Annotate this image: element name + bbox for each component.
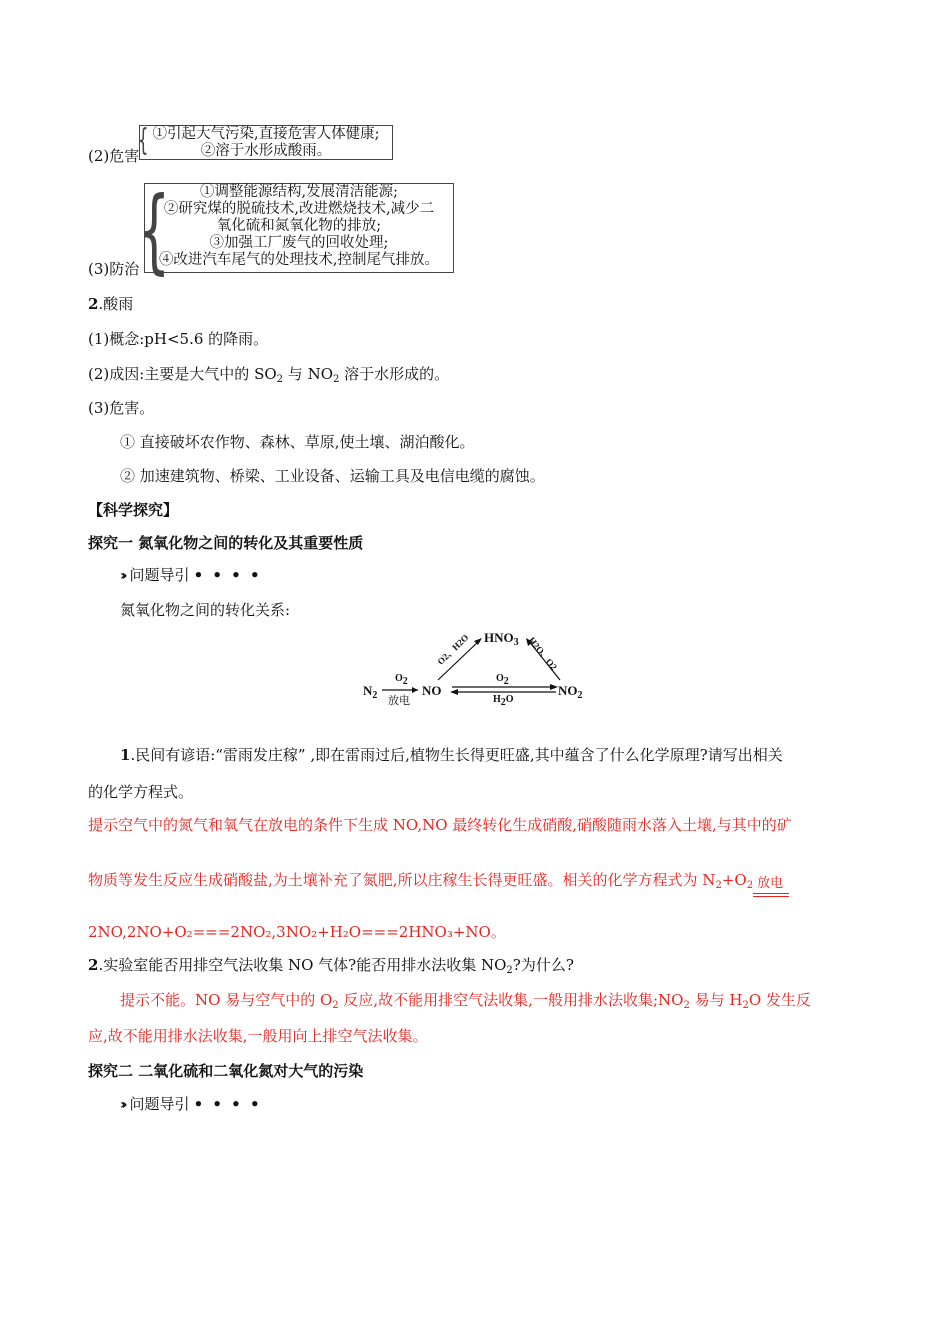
guide-label: 问题导引 xyxy=(129,1095,190,1113)
q1-answer-a: 提示空气中的氮气和氧气在放电的条件下生成 NO,NO 最终转化生成硝酸,硝酸随雨水落入土壤,与其中的矿 xyxy=(88,816,792,834)
harm-item-2: ②溶于水形成酸雨。 xyxy=(200,143,332,159)
acid-rain-concept: (1)概念:pH<5.6 的降雨。 xyxy=(88,330,269,348)
acid-rain-harm-1: ① 直接破坏农作物、森林、草原,使土壤、湖泊酸化。 xyxy=(120,433,475,451)
diagram-intro: 氮氧化物之间的转化关系: xyxy=(120,601,291,619)
q1-answer-c: 2NO,2NO+O₂===2NO₂,3NO₂+H₂O===2HNO₃+NO。 xyxy=(88,923,506,941)
prevention-item-5: ④改进汽车尾气的处理技术,控制尾气排放。 xyxy=(158,252,440,268)
left-brace-icon: { xyxy=(138,123,149,158)
no-label: NO xyxy=(422,683,442,698)
guide-row-2 xyxy=(120,1094,262,1115)
o2-condition: $O_2$ xyxy=(395,673,408,687)
acid-rain-cause: (2)成因:主要是大气中的 $SO_2$ 与 $NO_2$ 溶于水形成的。 xyxy=(88,365,450,385)
harm-item-1: ①引起大气污染,直接危害人体健康; xyxy=(152,126,380,142)
inquiry2-title: 探究二 二氧化硫和二氧化氮对大气的污染 xyxy=(88,1062,364,1080)
dots-icon: • • • • xyxy=(193,1095,262,1113)
guide-label: 问题导引 xyxy=(129,566,190,584)
prevention-item-1: ①调整能源结构,发展清洁能源; xyxy=(200,184,398,200)
guide-row-1 xyxy=(120,565,262,586)
acid-rain-harm-2: ② 加速建筑物、桥梁、工业设备、运输工具及电信电缆的腐蚀。 xyxy=(120,467,545,485)
dots-icon: • • • • xyxy=(193,566,262,584)
prevention-box xyxy=(144,183,454,273)
hno3-label: $HNO_3$ xyxy=(484,630,519,648)
prevention-item-4: ③加强工厂废气的回收处理; xyxy=(209,235,389,251)
prevention-item-3: 氧化硫和氮氧化物的排放; xyxy=(216,218,382,234)
o2-forward: $O_2$ xyxy=(496,673,509,687)
equals-line xyxy=(753,893,789,894)
q1-text-b: 的化学方程式。 xyxy=(88,783,194,801)
q2-text: 2.实验室能否用排空气法收集 NO 气体?能否用排水法收集 $NO_2$?为什么? xyxy=(88,956,574,976)
left-arrow-label: O2、H2O xyxy=(435,632,471,667)
q2-answer-a: 提示不能。NO 易与空气中的 $O_2$ 反应,故不能用排空气法收集,一般用排水法收集$;NO_2$ 易与 $H_2O$ 发生反 xyxy=(120,991,811,1011)
harm-box xyxy=(139,125,393,160)
q1-text-a: 1.民间有谚语:“雷雨发庄稼” ,即在雷雨过后,植物生长得更旺盛,其中蕴含了什么化学原理?请写出相关 xyxy=(120,746,783,764)
q1-answer-b: 物质等发生反应生成硝酸盐,为土壤补充了氮肥,所以庄稼生长得更旺盛。相关的化学方程式为 $N_2+O_2$ 放电 xyxy=(88,870,791,890)
science-title: 【科学探究】 xyxy=(88,501,179,519)
double-chevron-icon: ›› xyxy=(120,1097,124,1113)
prevention-label: (3)防治 xyxy=(88,260,140,278)
h2o-backward: $H_2O$ xyxy=(493,694,514,708)
inquiry1-title: 探究一 氮氧化物之间的转化及其重要性质 xyxy=(88,534,364,552)
double-chevron-icon: ›› xyxy=(120,568,124,584)
acid-rain-harm-title: (3)危害。 xyxy=(88,399,155,417)
equals-line xyxy=(753,896,789,897)
discharge-condition-label: 放电 xyxy=(757,876,784,891)
acid-rain-heading: 2.酸雨 xyxy=(88,295,134,313)
nitrogen-oxide-diagram xyxy=(360,628,592,710)
n2-label: $N_2$ xyxy=(363,683,378,701)
right-arrow-label: H2O、O2 xyxy=(526,635,559,672)
discharge-condition: 放电 xyxy=(388,695,410,707)
no2-label: $NO_2$ xyxy=(558,683,583,701)
q2-answer-b: 应,故不能用排水法收集,一般用向上排空气法收集。 xyxy=(88,1027,428,1045)
left-brace-icon: { xyxy=(138,177,171,284)
prevention-item-2: ②研究煤的脱硫技术,改进燃烧技术,减少二 xyxy=(163,201,435,217)
harm-label: (2)危害 xyxy=(88,147,140,165)
